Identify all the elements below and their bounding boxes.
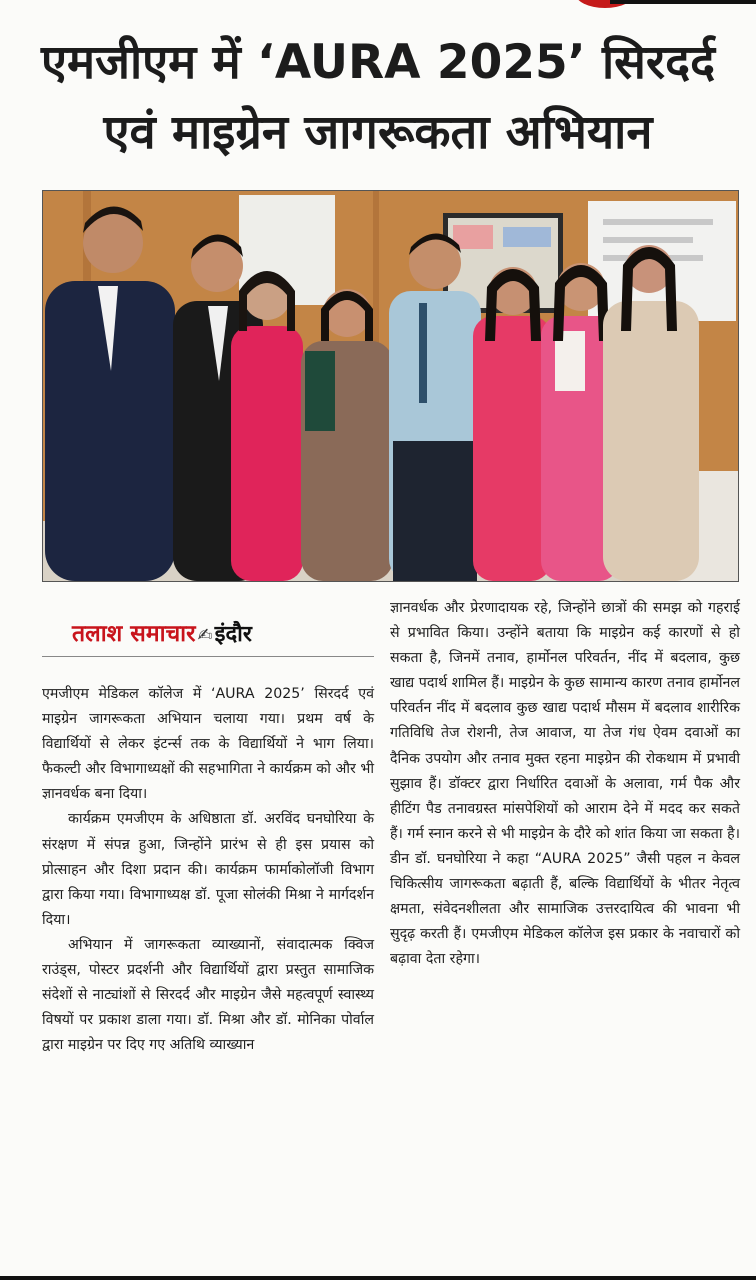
headline-line-1: एमजीएम में ‘AURA 2025’ सिरदर्द xyxy=(40,35,716,90)
headline xyxy=(20,28,736,168)
group-photo xyxy=(42,190,739,582)
byline-source: तलाश समाचार xyxy=(72,620,196,647)
article-column-2 xyxy=(390,596,740,972)
paragraph: अभियान में जागरूकता व्याख्यानों, संवादात्मक क्विज राउंड्स, पोस्टर प्रदर्शनी और विद्यार्थियों द्वारा प्रस्तुत सामाजिक संदेशों से नाट्यांशों से सिरदर्द और माइग्रेन जैसे महत्वपूर्ण स्वास्थ्य विषयों पर प्रकाश डाला गया। डॉ. मिश्रा और डॉ. मोनिका पोर्वाल द्वारा माइग्रेन पर दिए गए अतिथि व्याख्यान xyxy=(42,936,374,1054)
article-column-1 xyxy=(42,682,374,1058)
byline-divider xyxy=(42,656,374,657)
paragraph: एमजीएम मेडिकल कॉलेज में ‘AURA 2025’ सिरदर्द एवं माइग्रेन जागरूकता अभियान चलाया गया। प्रथम वर्ष के विद्यार्थियों से लेकर इंटर्न्स तक के विद्यार्थियों ने भाग लिया। फैकल्टी और विभागाध्यक्षों की सहभागिता ने कार्यक्रम को और भी ज्ञानवर्धक बना दिया। xyxy=(42,686,374,803)
headline-line-2: एवं माइग्रेन जागरूकता अभियान xyxy=(103,105,653,160)
byline xyxy=(72,616,252,652)
paragraph: ज्ञानवर्धक और प्रेरणादायक रहे, जिन्होंने छात्रों की समझ को गहराई से प्रभावित किया। उन्होंने बताया कि माइग्रेन कई कारणों से हो सकता है, जिनमें तनाव, हार्मोनल परिवर्तन, नींद में बदलाव, कुछ खाद्य पदार्थ शामिल हैं। माइग्रेन के कुछ सामान्य कारण तनाव हार्मोनल परिवर्तन नींद में बदलाव कुछ खाद्य पदार्थ मौसम में बदलाव शारीरिक गतिविधि तेज रोशनी, तेज आवाज, या तेज गंध ऐवम दवाओं का दैनिक उपयोग और तनाव मुक्त रहना माइग्रेन की रोकथाम में प्रभावी सुझाव हैं। डॉक्टर द्वारा निर्धारित दवाओं के अलावा, गर्म पैक और हीटिंग पैड तनावग्रस्त मांसपेशियों को आराम देने में मदद कर सकते हैं। गर्म स्नान करने से भी माइग्रेन के दौरे को शांत किया जा सकता है। डीन डॉ. घनघोरिया ने कहा “AURA 2025” जैसी पहल न केवल चिकित्सीय जागरूकता बढ़ाती हैं, बल्कि विद्यार्थियों के भीतर नेतृत्व क्षमता, संवेदनशीलता और सामाजिक उत्तरदायित्व की भावना भी सुदृढ़ करती हैं। एमजीएम मेडिकल कॉलेज इस प्रकार के नवाचारों को बढ़ावा देता रहेगा। xyxy=(390,600,740,968)
top-edge xyxy=(0,0,756,10)
paragraph: कार्यक्रम एमजीएम के अधिष्ठाता डॉ. अरविंद घनघोरिया के संरक्षण में संपन्न हुआ, जिन्होंने प्रारंभ से ही इस प्रयास को प्रोत्साहन और दिशा प्रदान की। कार्यक्रम फार्माकोलॉजी विभाग द्वारा किया गया। विभागाध्यक्ष डॉ. पूजा सोलंकी मिश्रा ने मार्गदर्शन दिया। xyxy=(42,811,374,928)
bottom-rule xyxy=(0,1276,756,1280)
byline-place: इंदौर xyxy=(214,622,252,647)
pen-icon: ✍ xyxy=(197,625,213,646)
top-rule xyxy=(610,0,756,4)
